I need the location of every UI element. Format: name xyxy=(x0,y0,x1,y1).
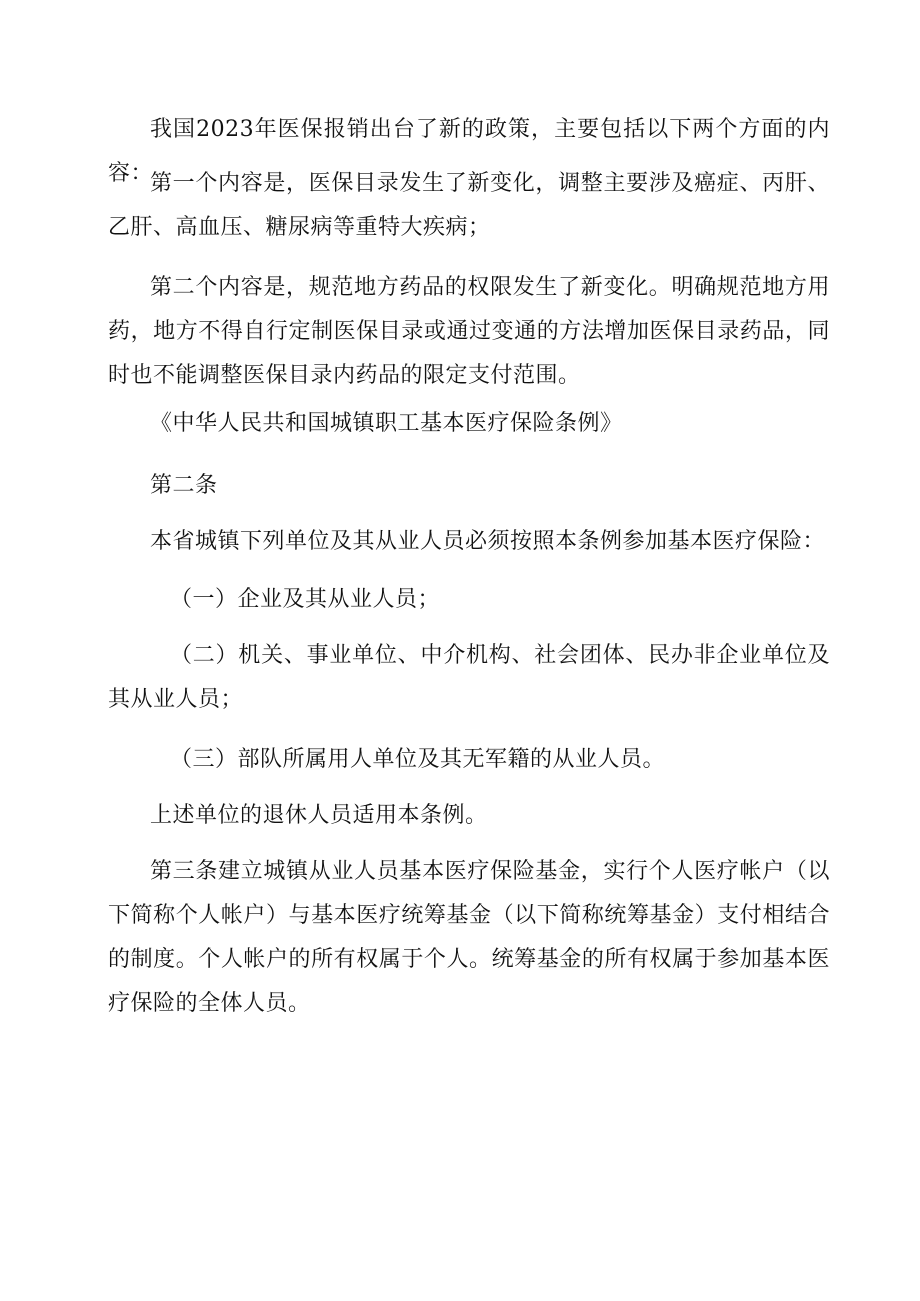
first-content-paragraph: 第一个内容是，医保目录发生了新变化，调整主要涉及癌症、丙肝、乙肝、高血压、糖尿病等重特大疾病； xyxy=(108,171,830,240)
second-content-paragraph: 第二个内容是，规范地方药品的权限发生了新变化。明确规范地方用药，地方不得自行定制医保目录或通过变通的方法增加医保目录药品，同时也不能调整医保目录内药品的限定支付范围。 xyxy=(108,275,830,388)
list-item-3: （三）部队所属用人单位及其无军籍的从业人员。 xyxy=(170,747,666,772)
intro-paragraph: 我国2023年医保报销出台了新的政策，主要包括以下两个方面的内容： xyxy=(108,117,830,186)
list-item-2: （二）机关、事业单位、中介机构、社会团体、民办非企业单位及其从业人员； xyxy=(108,643,830,712)
article-two-heading: 第二条 xyxy=(150,473,218,498)
regulation-title: 《中华人民共和国城镇职工基本医疗保险条例》 xyxy=(150,411,623,436)
article-three-paragraph: 第三条建立城镇从业人员基本医疗保险基金，实行个人医疗帐户（以下简称个人帐户）与基本医疗统筹基金（以下简称统筹基金）支付相结合的制度。个人帐户的所有权属于个人。统筹基金的所有权属于参加基本医疗保险的全体人员。 xyxy=(108,859,830,1016)
list-item-1: （一）企业及其从业人员； xyxy=(170,587,441,612)
retiree-paragraph: 上述单位的退休人员适用本条例。 xyxy=(150,803,488,828)
article-two-body: 本省城镇下列单位及其从业人员必须按照本条例参加基本医疗保险： xyxy=(150,529,826,554)
